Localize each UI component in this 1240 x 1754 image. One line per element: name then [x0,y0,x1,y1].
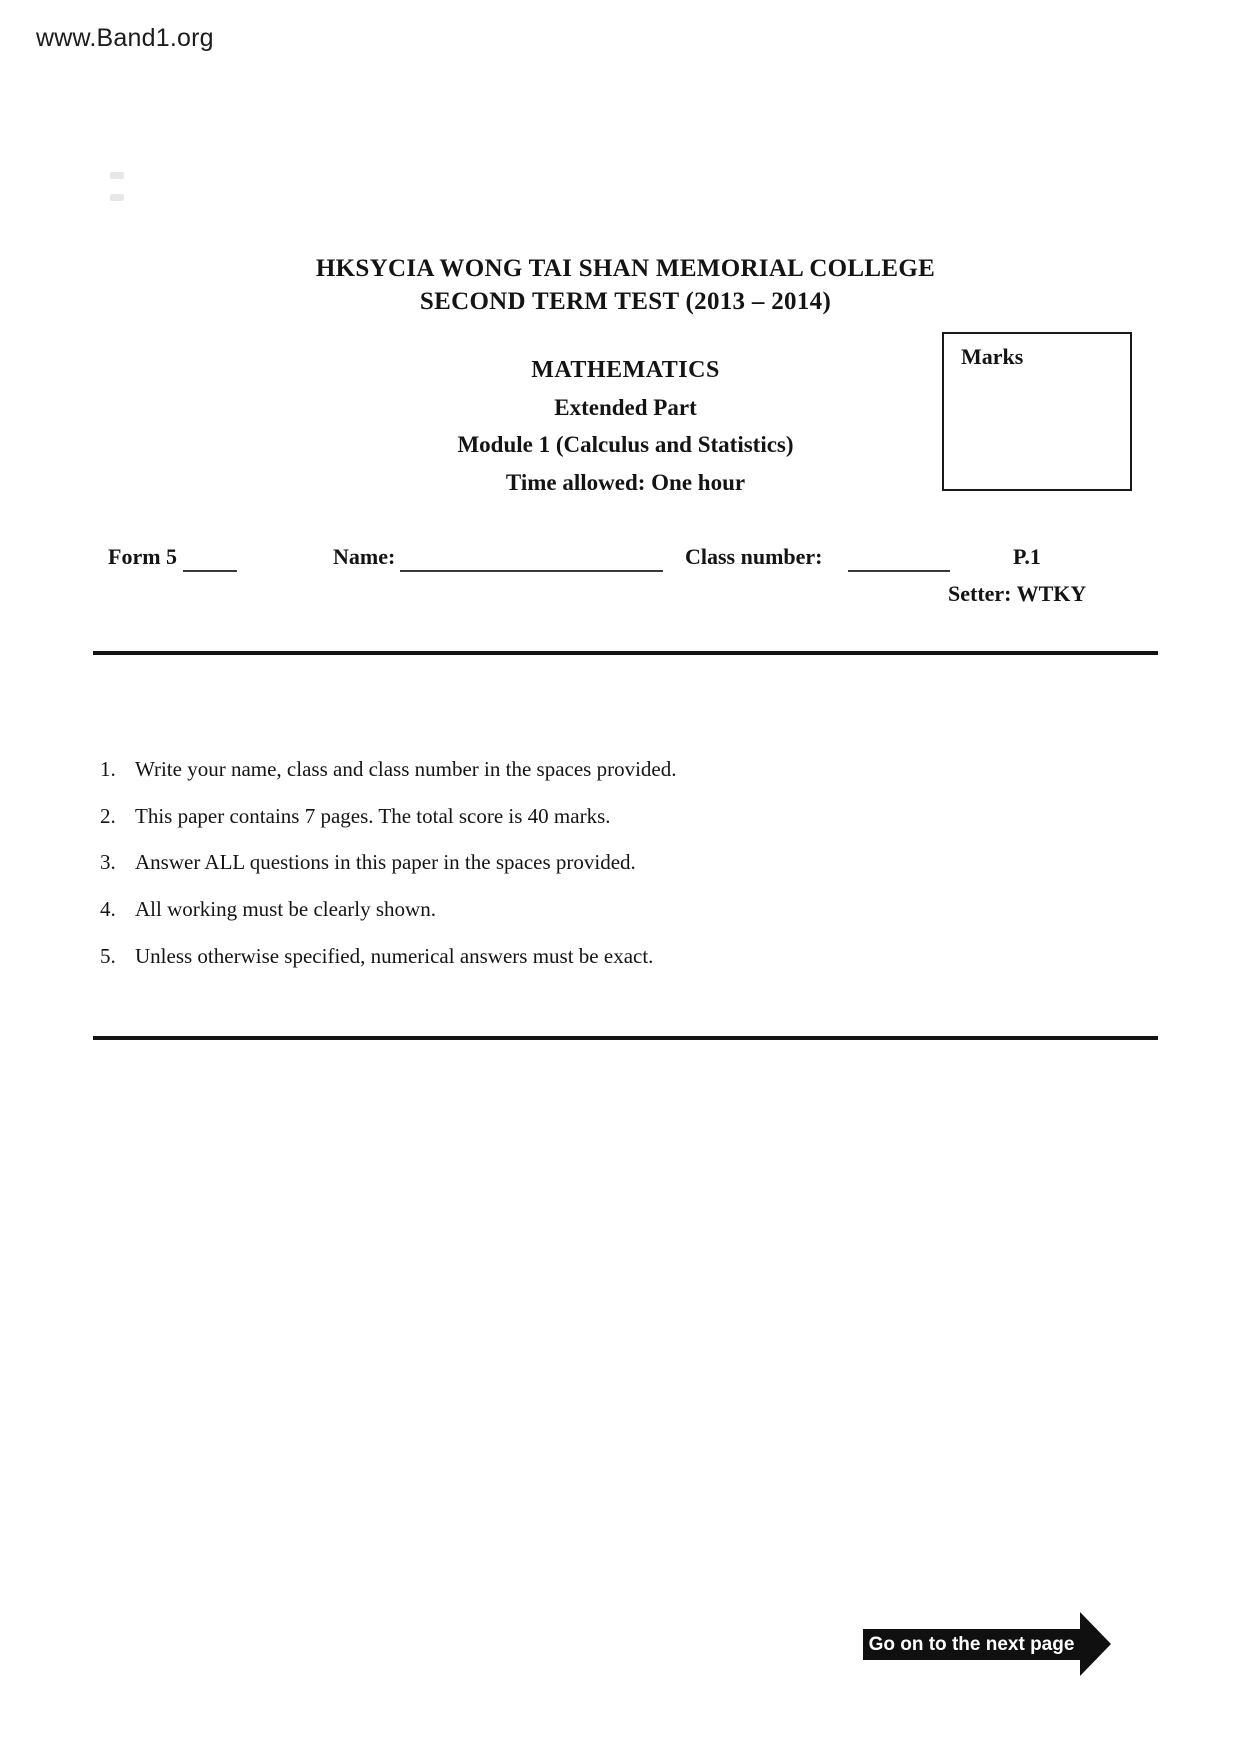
time-allowed: Time allowed: One hour [505,470,746,495]
watermark-url: www.Band1.org [36,24,214,52]
instruction-number: 1. [100,757,116,781]
class-number-label: Class number: [685,544,823,569]
class-number-blank [848,570,950,572]
part-title: Extended Part [554,395,697,420]
instruction-text: Write your name, class and class number in the spaces provided. [135,757,677,781]
instruction-item [100,897,880,922]
next-page-arrow-icon [1080,1612,1111,1676]
instruction-item [100,944,880,969]
instruction-text: Unless otherwise specified, numerical answers must be exact. [135,944,654,968]
instruction-item [100,757,880,782]
marks-box [942,332,1132,491]
subject-title: MATHEMATICS [531,357,720,383]
term-test-title: SECOND TERM TEST (2013 – 2014) [419,288,832,315]
form-blank [183,570,237,572]
name-label: Name: [333,544,396,569]
instruction-number: 4. [100,897,116,921]
instruction-item [100,804,880,829]
next-page-label: Go on to the next page [868,1633,1075,1655]
instruction-text: All working must be clearly shown. [135,897,436,921]
divider-top [93,651,1158,655]
name-blank [400,570,663,572]
form-label: Form 5 [108,544,178,569]
instruction-item [100,850,880,875]
instruction-number: 2. [100,804,116,828]
divider-bottom [93,1036,1158,1040]
instruction-text: This paper contains 7 pages. The total score is 40 marks. [135,804,611,828]
instruction-text: Answer ALL questions in this paper in the spaces provided. [135,850,636,874]
scan-artifact [110,194,124,201]
marks-label: Marks [961,344,1024,369]
instruction-number: 3. [100,850,116,874]
school-name: HKSYCIA WONG TAI SHAN MEMORIAL COLLEGE [315,255,936,282]
page-number: P.1 [1013,544,1041,569]
setter-label: Setter: WTKY [948,581,1087,606]
instruction-number: 5. [100,944,116,968]
module-title: Module 1 (Calculus and Statistics) [457,432,794,457]
scan-artifact [110,172,124,179]
next-page-banner [863,1629,1080,1660]
